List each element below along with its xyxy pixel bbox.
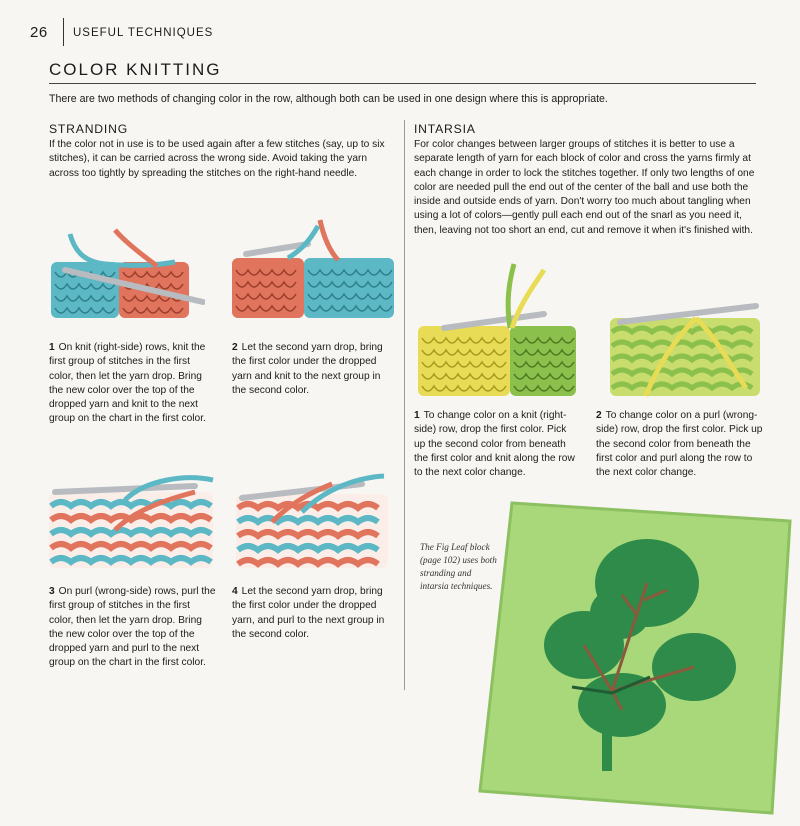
step-number: 2 <box>596 410 602 421</box>
stranding-step-3 <box>49 585 217 671</box>
intarsia-knit-illustration <box>414 262 584 400</box>
page-number: 26 <box>30 24 48 41</box>
swatch-caption: The Fig Leaf block (page 102) uses both stranding and intarsia techniques. <box>420 542 497 591</box>
stranding-step-4 <box>232 585 394 642</box>
fig-leaf-swatch-image <box>472 495 798 815</box>
teal-stitch-block <box>304 258 394 318</box>
needle <box>444 314 544 328</box>
step-text: Let the second yarn drop, bring the first color under the dropped yarn and knit to the next group in the second color. <box>232 342 383 396</box>
intarsia-step-1 <box>414 409 576 480</box>
stranding-purl-illustration-3 <box>45 470 217 572</box>
intarsia-purl-illustration <box>606 288 770 400</box>
intarsia-heading: INTARSIA <box>414 122 476 136</box>
header-divider <box>63 18 64 46</box>
stranding-step-1 <box>49 341 217 427</box>
coral-stitch-block <box>232 258 304 318</box>
step-text: To change color on a knit (right-side) row, drop the first color. Pick up the second color from beneath the first color and knit along the row to the next color change. <box>414 410 575 479</box>
stranding-knit-illustration-1 <box>45 222 205 322</box>
stranding-text: If the color not in use is to be used again after a few stitches (say, up to six stitches), it can be carried across the wrong side. Avoid taking the yarn across too tightly by spreading the stitches on the right-hand needle. <box>49 139 385 179</box>
step-text: Let the second yarn drop, bring the first color under the dropped yarn, and purl to the next group in the second color. <box>232 586 385 640</box>
column-divider <box>404 120 405 690</box>
step-number: 1 <box>49 342 55 353</box>
step-number: 2 <box>232 342 238 353</box>
yellow-stitch-block <box>418 326 510 396</box>
green-stitch-block <box>510 326 576 396</box>
step-text: On knit (right-side) rows, knit the first group of stitches in the first color, then let the yarn drop. Bring the new color over the top of the dropped yarn and knit to the next group on the chart in the first color. <box>49 342 206 425</box>
page-title: COLOR KNITTING <box>49 60 222 79</box>
section-label: USEFUL TECHNIQUES <box>73 27 214 39</box>
stranding-knit-illustration-2 <box>228 214 398 322</box>
step-number: 3 <box>49 586 55 597</box>
step-text: On purl (wrong-side) rows, purl the first group of stitches in the first color, then let the yarn drop. Bring the new color over the top of the dropped yarn and purl to the next group on the chart in the first color. <box>49 586 216 669</box>
step-number: 1 <box>414 410 420 421</box>
stranding-purl-illustration-4 <box>232 472 392 572</box>
stranding-step-2 <box>232 341 394 398</box>
intarsia-step-2 <box>596 409 766 480</box>
intro-text: There are two methods of changing color in the row, although both can be used in one design where this is appropriate. <box>49 93 608 105</box>
intarsia-text: For color changes between larger groups of stitches it is better to use a separate length of yarn for each block of color and cross the yarns firmly at each change in order to lock the stitches together. If only two lengths of one color are needed pull the end out of the center of the ball and use both the inside and outside ends of yarn. Don't worry too much about tangling when using a lot of colors—gently pull each end out of the snarl as you need it, then, leaving not too short an end, cut and remove it when it's finished with. <box>414 139 755 236</box>
stranding-heading: STRANDING <box>49 122 128 136</box>
needle <box>55 486 195 492</box>
teal-stitch-block <box>51 262 119 318</box>
step-text: To change color on a purl (wrong-side) row, drop the first color. Pick up the second color from beneath the first color and purl along the row to the next color change. <box>596 410 763 479</box>
step-number: 4 <box>232 586 238 597</box>
title-rule <box>49 83 756 84</box>
